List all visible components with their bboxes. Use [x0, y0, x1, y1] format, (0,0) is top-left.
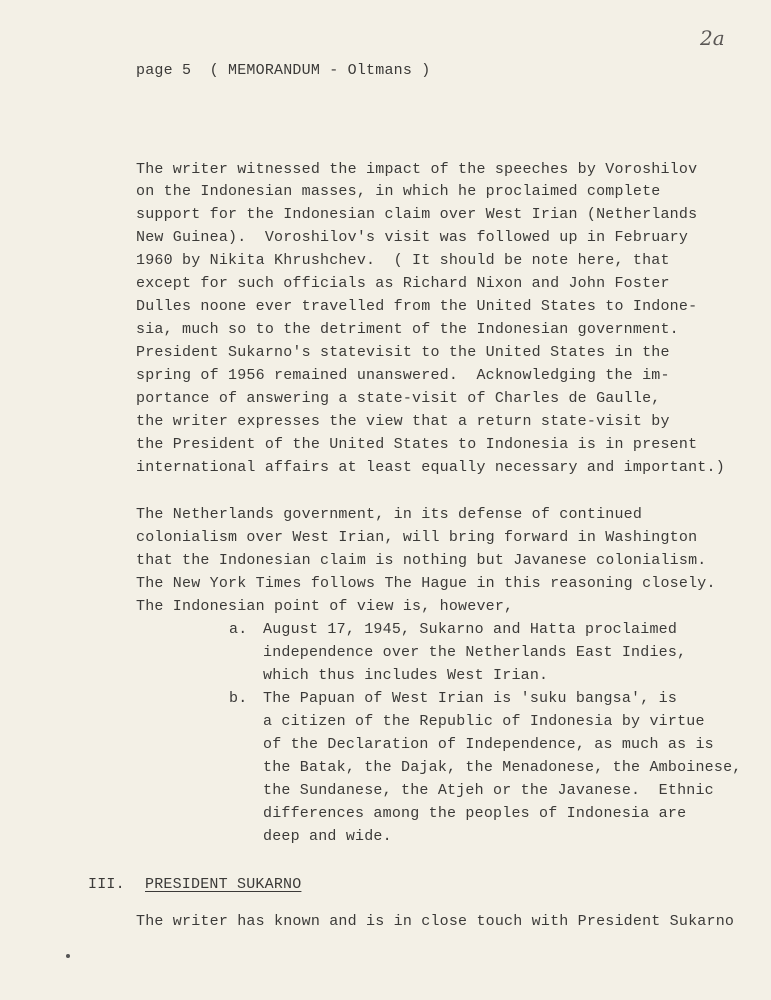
page-header: page 5 ( MEMORANDUM - Oltmans ): [136, 62, 431, 79]
paragraph-1-line: New Guinea). Voroshilov's visit was followed up in February: [136, 229, 689, 246]
list-item-b-line: the Batak, the Dajak, the Menadonese, the Amboinese,: [263, 759, 742, 776]
paragraph-1-line: support for the Indonesian claim over West Irian (Netherlands: [136, 206, 698, 223]
paragraph-2-line: The Netherlands government, in its defense of continued: [136, 506, 643, 523]
paragraph-1-line: The writer witnessed the impact of the speeches by Voroshilov: [136, 161, 698, 178]
list-item-b-line: deep and wide.: [263, 828, 392, 845]
section-title: PRESIDENT SUKARNO: [145, 876, 302, 893]
paragraph-1-line: except for such officials as Richard Nixon and John Foster: [136, 275, 670, 292]
paragraph-1-line: international affairs at least equally necessary and important.): [136, 459, 725, 476]
closing-line: The writer has known and is in close touch with President Sukarno: [136, 913, 735, 930]
list-marker-a: a.: [229, 621, 248, 638]
paragraph-1-line: on the Indonesian masses, in which he proclaimed complete: [136, 183, 661, 200]
list-item-b-line: the Sundanese, the Atjeh or the Javanese. Ethnic: [263, 782, 714, 799]
list-item-b-line: a citizen of the Republic of Indonesia by virtue: [263, 713, 705, 730]
paragraph-2-line: that the Indonesian claim is nothing but Javanese colonialism.: [136, 552, 707, 569]
list-item-b-line: of the Declaration of Independence, as much as is: [263, 736, 714, 753]
paragraph-1-line: President Sukarno's statevisit to the United States in the: [136, 344, 670, 361]
list-item-a-line: independence over the Netherlands East Indies,: [263, 644, 687, 661]
list-item-b-line: differences among the peoples of Indonesia are: [263, 805, 687, 822]
paragraph-1-line: portance of answering a state-visit of Charles de Gaulle,: [136, 390, 661, 407]
paragraph-2-line: The New York Times follows The Hague in this reasoning closely.: [136, 575, 716, 592]
paragraph-2-line: colonialism over West Irian, will bring forward in Washington: [136, 529, 698, 546]
paragraph-1-line: Dulles noone ever travelled from the United States to Indone-: [136, 298, 698, 315]
list-item-b-line: The Papuan of West Irian is 'suku bangsa', is: [263, 690, 678, 707]
paragraph-2-line: The Indonesian point of view is, however,: [136, 598, 514, 615]
paragraph-1-line: spring of 1956 remained unanswered. Acknowledging the im-: [136, 367, 670, 384]
paragraph-1-line: the writer expresses the view that a return state-visit by: [136, 413, 670, 430]
paragraph-1-line: 1960 by Nikita Khrushchev. ( It should be note here, that: [136, 252, 670, 269]
list-item-a-line: which thus includes West Irian.: [263, 667, 549, 684]
paragraph-1-line: the President of the United States to Indonesia is in present: [136, 436, 698, 453]
handwritten-page-mark: 2a: [700, 26, 725, 50]
list-marker-b: b.: [229, 690, 248, 707]
list-item-a-line: August 17, 1945, Sukarno and Hatta proclaimed: [263, 621, 678, 638]
section-number: III.: [88, 876, 125, 893]
ink-dot-mark: [66, 954, 70, 958]
paragraph-1-line: sia, much so to the detriment of the Indonesian government.: [136, 321, 679, 338]
